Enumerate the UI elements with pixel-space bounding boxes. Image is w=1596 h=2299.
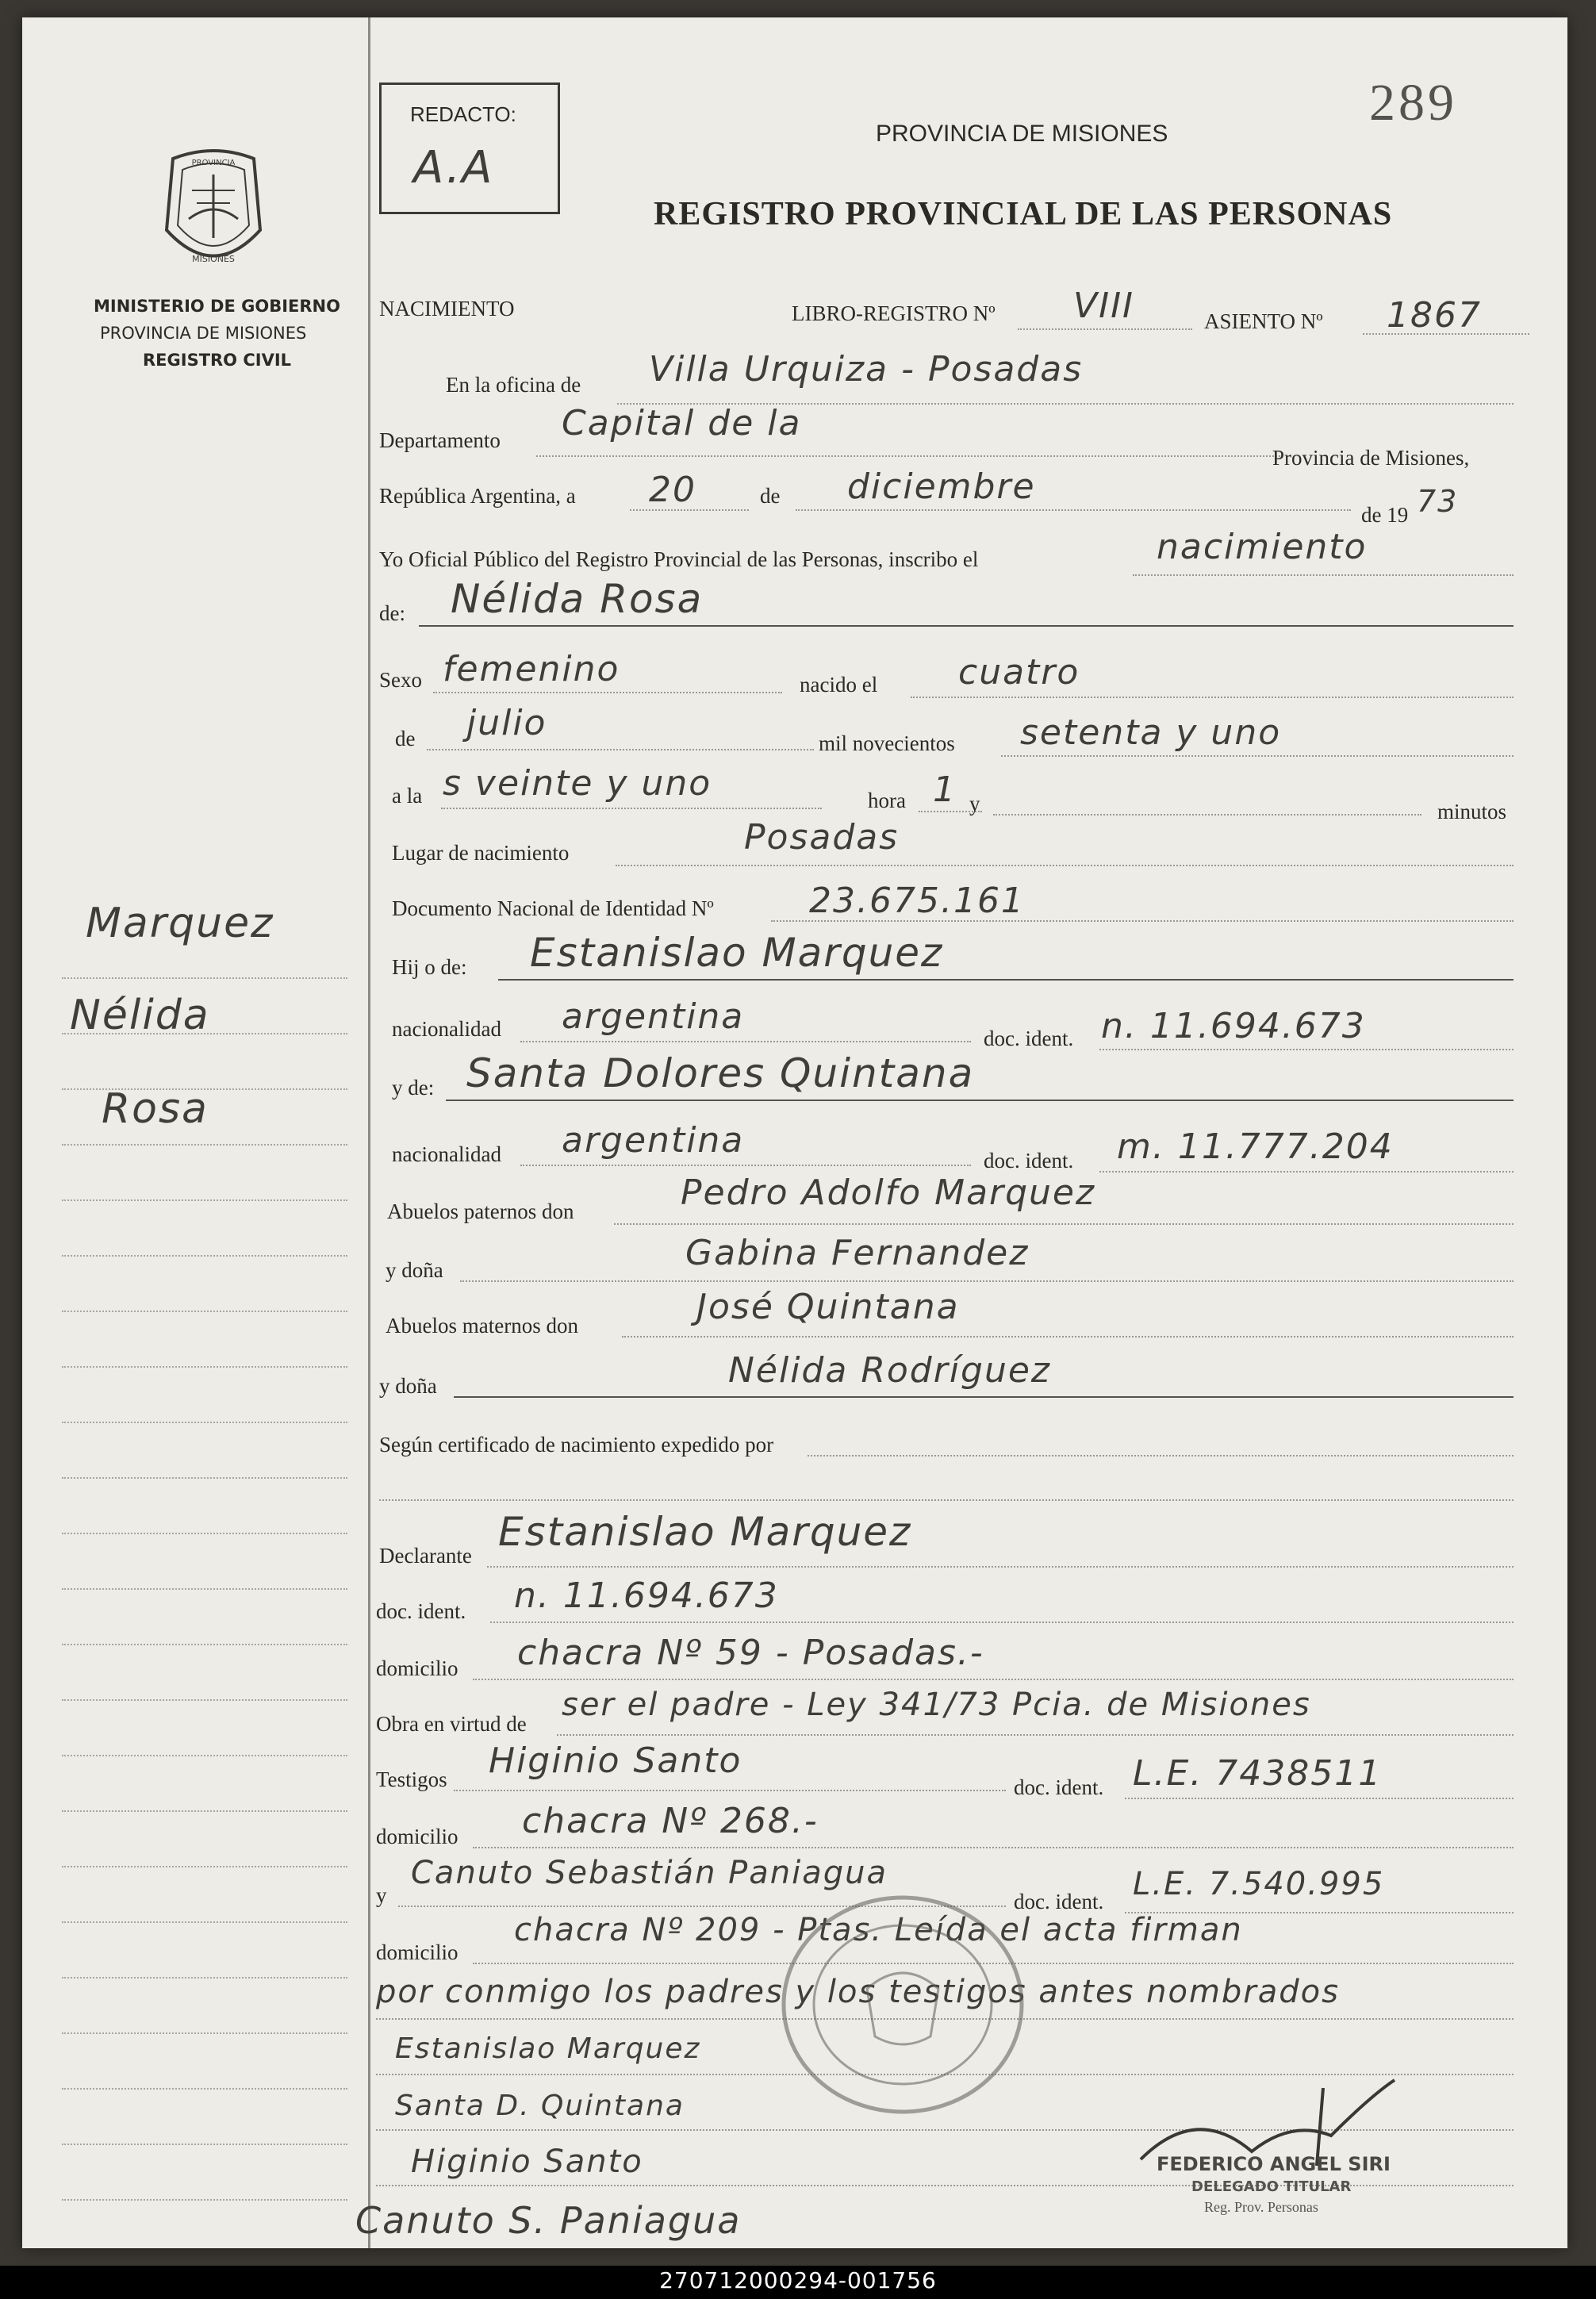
dom3-label: domicilio [376,1940,458,1964]
de19-label: de 19 [1361,503,1409,527]
redacto-initials: A.A [413,142,494,194]
obra-label: Obra en virtud de [376,1712,527,1736]
dni-value: 23.675.161 [809,881,1025,921]
registry-title: REGISTRO PROVINCIAL DE LAS PERSONAS [654,196,1393,232]
dom3-value: chacra Nº 209 - Ptas. Leída el acta firman [514,1912,1243,1948]
nombre-value: Nélida Rosa [451,576,704,622]
margin-line [62,1255,347,1257]
madre-value: Santa Dolores Quintana [466,1050,975,1096]
nac2-value: argentina [562,1120,745,1161]
de-label-1: de [760,484,781,508]
oficina-label: En la oficina de [446,373,581,397]
nac1-label: nacionalidad [392,1017,501,1041]
dia-value: 20 [649,470,696,510]
margin-line [62,1088,347,1090]
nacimiento-label: NACIMIENTO [379,297,515,320]
abmat-label: Abuelos maternos don [386,1314,578,1338]
firma-2: Santa D. Quintana [395,2090,685,2122]
abmat-value: José Quintana [696,1287,960,1327]
official-stamp-icon [772,1886,1034,2124]
ministry-line-2: PROVINCIA DE MISIONES [100,324,307,343]
ministry-line-3: REGISTRO CIVIL [143,351,292,370]
padre-value: Estanislao Marquez [530,930,944,976]
de-nombre-label: de: [379,601,405,625]
departamento-label: Departamento [379,428,501,452]
doc1-value: n. 11.694.673 [1101,1006,1366,1046]
svg-text:MISIONES: MISIONES [192,254,235,264]
asiento-value: 1867 [1387,295,1482,336]
inscribo-label: Yo Oficial Público del Registro Provincial de las Personas, inscribo el [379,547,979,571]
mes-nac-value: julio [466,703,547,743]
doct1-label: doc. ident. [1014,1775,1104,1799]
margin-line [62,1588,347,1590]
margin-line [62,1144,347,1146]
dom2-value: chacra Nº 268.- [522,1801,819,1841]
abpat-label: Abuelos paternos don [387,1199,574,1223]
doc2-label: doc. ident. [984,1149,1074,1173]
margin-line [62,977,347,979]
margin-line [62,1810,347,1812]
margin-name-1: Nélida [70,992,210,1039]
margin-line [62,1422,347,1423]
mes-value: diciembre [847,466,1036,507]
margin-line [62,1644,347,1645]
margin-line [62,1921,347,1923]
yde-label: y de: [392,1076,435,1100]
dom2-label: domicilio [376,1825,458,1848]
reference-code: 270712000294-001756 [659,2267,937,2293]
province-title: PROVINCIA DE MISIONES [876,121,1168,147]
libro-value: VIII [1073,286,1135,326]
ministry-line-1: MINISTERIO DE GOBIERNO [94,297,340,316]
firma-3: Higinio Santo [411,2144,643,2180]
hora-n-value: 1 [933,770,957,810]
docdecl-label: doc. ident. [376,1599,466,1623]
margin-name-2: Rosa [102,1085,209,1133]
docdecl-value: n. 11.694.673 [514,1576,779,1616]
republica-label: República Argentina, a [379,484,576,508]
margin-line [62,2032,347,2034]
margin-line [62,1866,347,1867]
margin-line [62,1199,347,1201]
declarante-value: Estanislao Marquez [498,1509,912,1555]
certificado-label: Según certificado de nacimiento expedido por [379,1433,774,1457]
vertical-divider [368,17,370,2248]
doct2-value: L.E. 7.540.995 [1133,1866,1385,1902]
province-seal-icon [157,143,270,284]
testigo2-value: Canuto Sebastián Paniagua [411,1855,888,1891]
testigo1-value: Higinio Santo [489,1741,742,1781]
anio-value: 73 [1417,484,1459,519]
margin-line [62,1699,347,1701]
hora-value: s veinte y uno [443,763,712,804]
de-mes-label: de [395,727,416,750]
lugar-value: Posadas [744,817,900,858]
page-number: 289 [1369,74,1457,132]
official-title: DELEGADO TITULAR [1191,2178,1352,2195]
departamento-value: Capital de la [562,403,802,443]
ydona2-label: y doña [379,1374,437,1398]
inscribo-value: nacimiento [1157,527,1368,567]
firma-1: Estanislao Marquez [395,2032,701,2065]
nacido-value: cuatro [958,652,1080,693]
abpat2-value: Gabina Fernandez [685,1233,1030,1273]
margin-line [62,1977,347,1979]
svg-text:PROVINCIA: PROVINCIA [191,159,236,167]
margin-line [62,2088,347,2090]
doct2-label: doc. ident. [1014,1890,1104,1913]
ala-label: a la [392,784,423,808]
declarante-label: Declarante [379,1544,472,1568]
margin-line [62,1033,347,1034]
nac1-value: argentina [562,996,745,1037]
hora-label: hora [868,789,906,812]
cierre-text: por conmigo los padres y los testigos antes nombrados [376,1974,1340,2010]
obra-value: ser el padre - Ley 341/73 Pcia. de Misiones [562,1687,1311,1723]
lugar-label: Lugar de nacimiento [392,841,570,865]
provincia-label: Provincia de Misiones, [1272,446,1470,470]
y2-label: y [376,1883,387,1907]
firma-4: Canuto S. Paniagua [355,2199,742,2242]
sexo-label: Sexo [379,668,422,692]
anio-nac-value: setenta y uno [1020,712,1282,753]
testigos-label: Testigos [376,1767,447,1791]
redacto-label: REDACTO: [410,102,516,126]
doc2-value: m. 11.777.204 [1117,1126,1394,1167]
margin-line [62,2199,347,2201]
dom1-label: domicilio [376,1656,458,1680]
abpat-value: Pedro Adolfo Marquez [681,1173,1096,1213]
register-page [22,17,1567,2248]
margin-line [62,1533,347,1534]
margin-surname: Marquez [86,900,274,947]
redacto-box [379,83,560,214]
sexo-value: femenino [443,649,620,689]
ydona1-label: y doña [386,1258,443,1282]
oficina-value: Villa Urquiza - Posadas [649,349,1084,390]
doc1-label: doc. ident. [984,1027,1074,1050]
margin-line [62,1477,347,1479]
minutos-label: minutos [1437,800,1507,823]
milnov-label: mil novecientos [819,731,955,755]
official-registry: Reg. Prov. Personas [1204,2199,1318,2215]
dom1-value: chacra Nº 59 - Posadas.- [517,1633,984,1673]
margin-line [62,1366,347,1368]
libro-label: LIBRO-REGISTRO Nº [792,301,996,325]
asiento-label: ASIENTO Nº [1204,309,1323,333]
hijo-label: Hij o de: [392,955,467,979]
official-name: FEDERICO ANGEL SIRI [1157,2153,1391,2175]
margin-line [62,1755,347,1756]
margin-line [62,2144,347,2145]
doct1-value: L.E. 7438511 [1133,1753,1383,1794]
abmat2-value: Nélida Rodríguez [728,1350,1052,1391]
nac2-label: nacionalidad [392,1142,501,1166]
nacido-label: nacido el [800,673,878,697]
margin-line [62,1311,347,1312]
y-label: y [969,792,980,816]
dni-label: Documento Nacional de Identidad Nº [392,896,714,920]
